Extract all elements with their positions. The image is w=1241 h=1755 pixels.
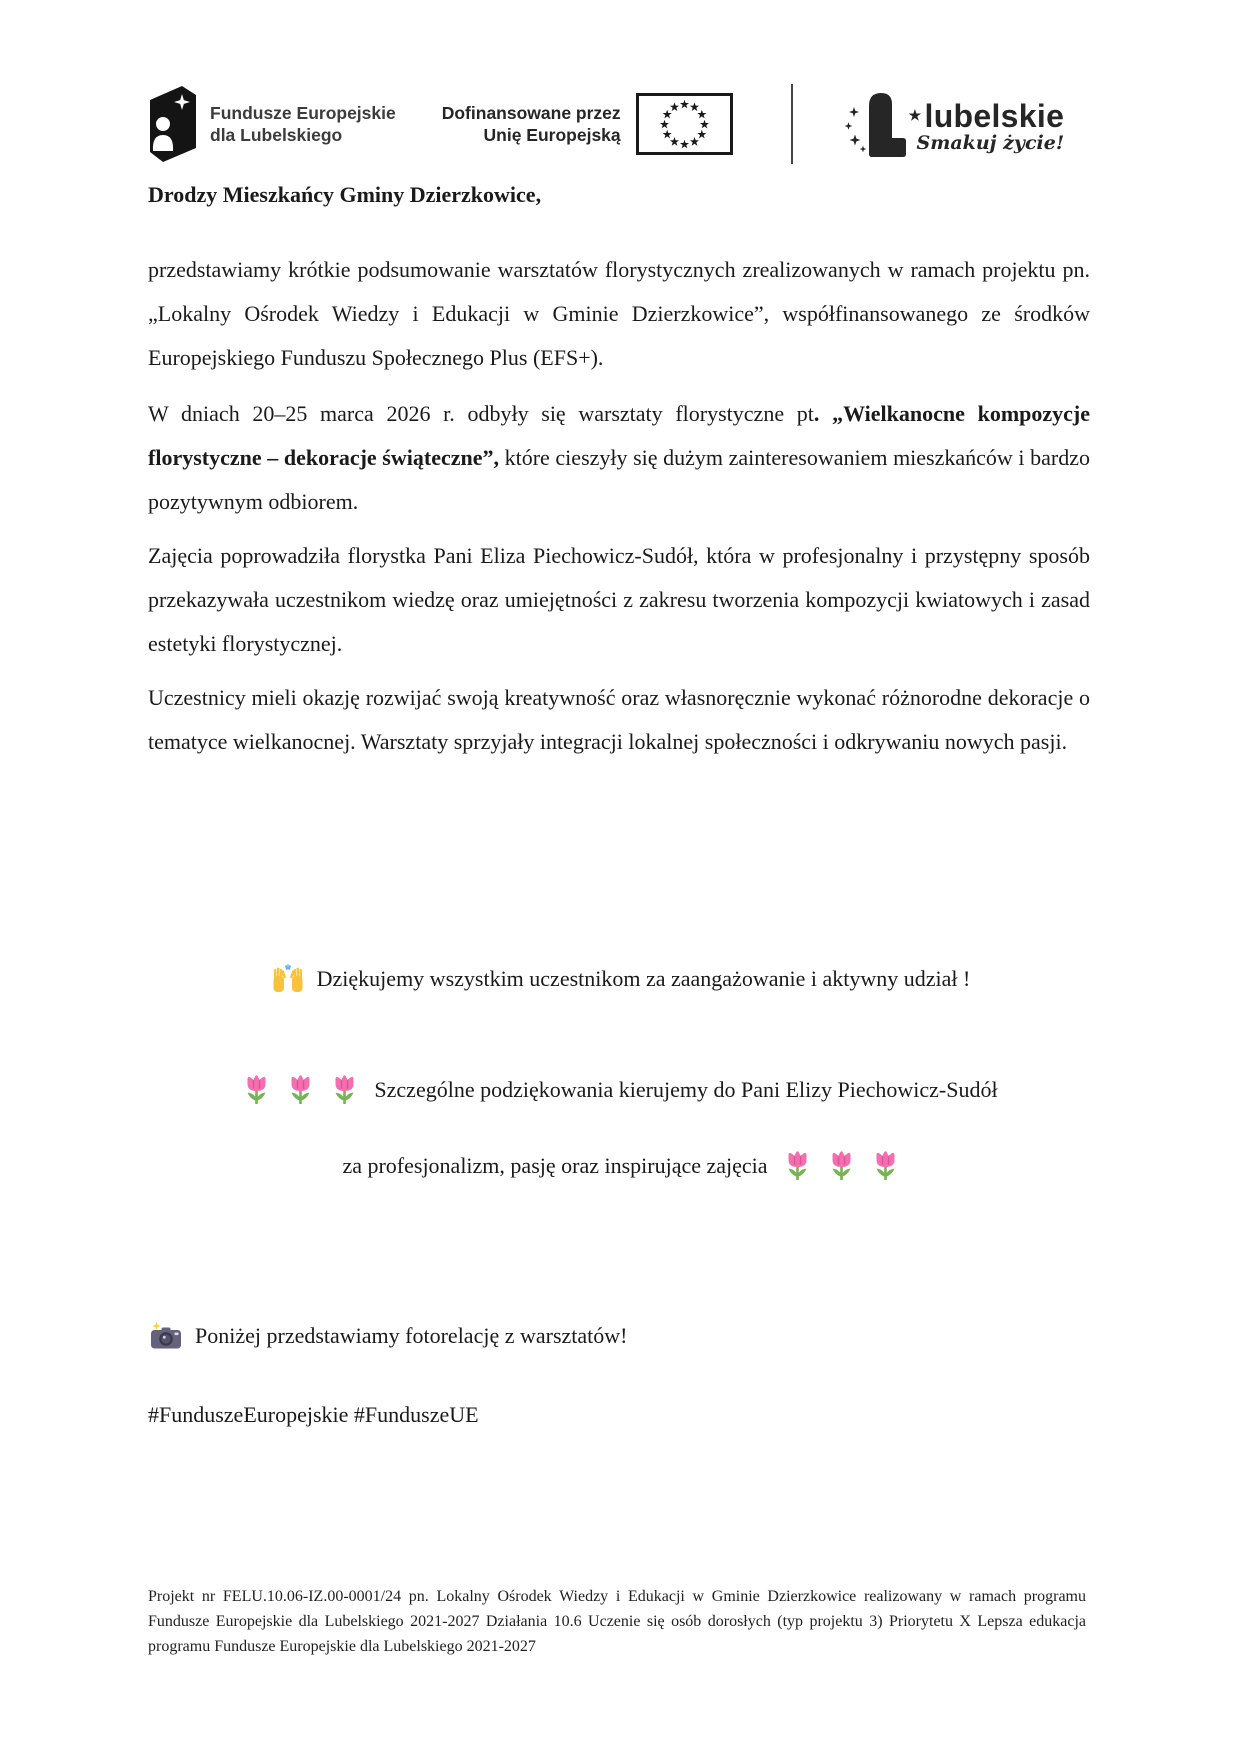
lubelskie-tagline: Smakuj życie!: [916, 132, 1065, 154]
eu-funding-line2: Unię Europejską: [483, 125, 621, 145]
footer-project-info: Projekt nr FELU.10.06-IZ.00-0001/24 pn. Lokalny Ośrodek Wiedzy i Edukacji w Gminie Dzierzkowice realizowany w ramach programu Fundusze Europejskie dla Lubelskiego 2021-2027 Działania 10.6 Uczenie się osób dorosłych (typ projektu 3) Priorytetu X Lepsza edukacja programu Fundusze Europejskie dla Lubelskiego 2021-2027: [148, 1588, 1086, 1655]
lubelskie-text-block: [909, 88, 1065, 154]
camera-flash-icon: [150, 1322, 182, 1350]
fe-flag-icon: [148, 85, 198, 163]
special-thanks-text-2: za profesjonalizm, pasję oraz inspirujące zajęcia: [342, 1153, 768, 1178]
eu-funding-text: [442, 102, 621, 146]
thanks-text: Dziękujemy wszystkim uczestnikom za zaangażowanie i aktywny udział !: [316, 965, 971, 991]
eu-flag-icon: [636, 93, 733, 155]
lubelskie-name: lubelskie: [924, 98, 1065, 134]
tulip-icon: [287, 1074, 314, 1106]
lubelskie-l-icon: [845, 88, 907, 160]
salutation: Drodzy Mieszkańcy Gminy Dzierzkowice,: [148, 182, 542, 207]
paragraph-1: przedstawiamy krótkie podsumowanie warsztatów florystycznych zrealizowanych w ramach projektu pn. „Lokalny Ośrodek Wiedzy i Edukacji w Gminie Dzierzkowice”, współfinansowanego ze środków Europejskiego Funduszu Społecznego Plus (EFS+).: [148, 257, 1090, 370]
tulip-icon: [243, 1074, 270, 1106]
logos-header: [148, 84, 1064, 164]
paragraph-3: Zajęcia poprowadziła florystka Pani Eliza Piechowicz-Sudół, która w profesjonalny i przystępny sposób przekazywała uczestnikom wiedzę oraz umiejętności z zakresu tworzenia kompozycji kwiatowych i zasad estetyki florystycznej.: [148, 543, 1090, 656]
lubelskie-logo: [845, 88, 1065, 160]
fe-logo-line1: Fundusze Europejskie: [210, 103, 396, 123]
eu-funding-line1: Dofinansowane przez: [441, 103, 621, 123]
header-divider: [791, 84, 793, 164]
special-thanks-line-1: [0, 1074, 1241, 1106]
tulip-icon: [331, 1074, 358, 1106]
photo-line-text: Poniżej przedstawiamy fotorelację z warsztatów!: [195, 1323, 628, 1348]
raised-hands-icon: [271, 964, 305, 993]
photo-line: [150, 1322, 627, 1350]
special-thanks-line-2: [0, 1150, 1241, 1182]
thanks-line: [0, 964, 1241, 993]
fe-logo-text: [210, 102, 396, 146]
special-thanks-text-1: Szczególne podziękowania kierujemy do Pani Elizy Piechowicz-Sudół: [374, 1077, 998, 1102]
tulip-icon: [784, 1150, 811, 1182]
fe-logo-line2: dla Lubelskiego: [210, 125, 343, 145]
tulip-icons-left: [243, 1074, 358, 1106]
tulip-icons-right: [784, 1150, 899, 1182]
paragraph-2: W dniach 20–25 marca 2026 r. odbyły się warsztaty florystyczne pt. „Wielkanocne kompozycje florystyczne – dekoracje świąteczne”, które cieszyły się dużym zainteresowaniem mieszkańców i bardzo pozytywnym odbiorem.: [148, 401, 1091, 514]
tulip-icon: [828, 1150, 855, 1182]
fundusze-europejskie-logo: [148, 85, 396, 163]
tulip-icon: [872, 1150, 899, 1182]
paragraph-4: Uczestnicy mieli okazję rozwijać swoją kreatywność oraz własnoręcznie wykonać różnorodne dekoracje o tematyce wielkanocnej. Warsztaty sprzyjały integracji lokalnej społeczności i odkrywaniu nowych pasji.: [148, 685, 1090, 754]
hashtags: #FunduszeEuropejskie #FunduszeUE: [148, 1402, 479, 1427]
star-icon: ★: [908, 107, 922, 123]
